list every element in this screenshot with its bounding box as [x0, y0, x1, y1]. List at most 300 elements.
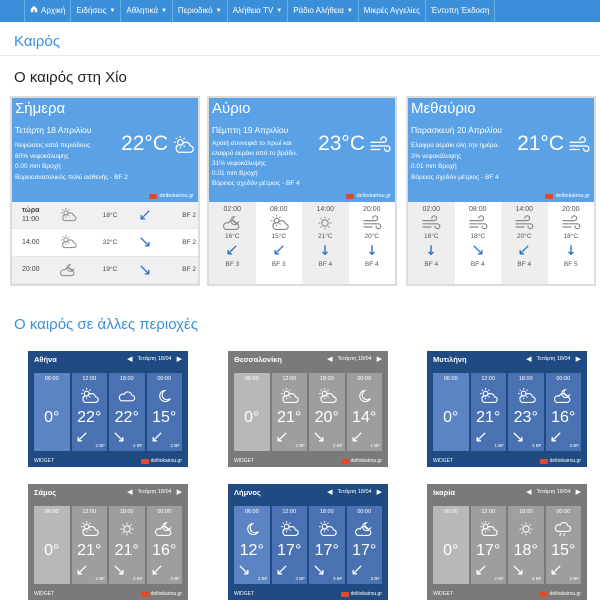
widget-hour: 06:00	[44, 376, 59, 382]
credit-text: deltiokairou.gr	[150, 591, 182, 597]
sun-cloud-icon	[478, 521, 498, 537]
row-bf: BF 2	[182, 238, 196, 246]
home-icon	[30, 0, 38, 22]
next-arrow-icon[interactable]: ▶	[376, 489, 382, 496]
prev-arrow-icon[interactable]: ◀	[327, 356, 333, 363]
widget-hour: 00:00	[556, 376, 571, 382]
row-time	[12, 238, 46, 247]
desc-line: 60% νεφοκάλυψης	[15, 152, 69, 160]
next-arrow-icon[interactable]: ▶	[376, 356, 382, 363]
chevron-down-icon: ▼	[160, 8, 167, 14]
credit-text: deltiokairou.gr	[555, 193, 590, 199]
credit-link[interactable]	[341, 458, 382, 464]
widget-date: Τετάρτη 18/04	[337, 489, 372, 495]
sun-cloud-icon	[317, 521, 337, 537]
widget-columns	[34, 373, 182, 451]
col-temp: 15°C	[271, 233, 287, 240]
deltiokairou-logo-icon	[141, 459, 149, 464]
col-time: 02:00	[223, 206, 242, 213]
col-temp: 20°C	[364, 233, 380, 240]
widget-label: WIDGET	[433, 458, 453, 464]
wind-arrow-icon	[276, 563, 288, 581]
widget-col	[309, 373, 345, 451]
desc-line: 3% νεφοκάλυψης	[411, 152, 462, 160]
widget-col	[109, 373, 145, 451]
wind-arrow-icon	[276, 430, 288, 448]
widget-hour: 18:00	[518, 376, 533, 382]
widget-col	[109, 506, 145, 584]
wind-arrow-icon	[238, 563, 250, 581]
credit-link[interactable]	[149, 193, 194, 199]
moon-icon	[354, 388, 374, 404]
forecast-date: Τετάρτη 18 Απριλίου	[15, 125, 92, 135]
nav-item-3[interactable]	[173, 0, 228, 22]
col-bf: BF 4	[470, 261, 485, 268]
wind-arrow-icon	[313, 563, 325, 581]
col-bf: BF 5	[563, 261, 578, 268]
credit-link[interactable]	[540, 458, 581, 464]
widget-col	[234, 506, 270, 584]
widget-temp: 21°	[277, 409, 302, 426]
widget-temp: 0°	[443, 542, 459, 559]
widget-bf: 3 BF	[257, 576, 268, 581]
hourly-cols	[209, 202, 395, 284]
widget-date: Τετάρτη 18/04	[137, 356, 172, 362]
widget-temp: 15°	[551, 542, 576, 559]
credit-text: deltiokairou.gr	[549, 458, 581, 464]
widget-hour: 06:00	[244, 509, 259, 515]
col-temp: 18°C	[470, 233, 486, 240]
sun-cloud-icon	[516, 388, 536, 404]
widget-bf: 3 BF	[370, 576, 380, 581]
forecast-card-dayafter	[406, 96, 596, 286]
deltiokairou-logo-icon	[346, 194, 354, 199]
widget-date: Τετάρτη 18/04	[536, 489, 571, 495]
deltiokairou-logo-icon	[149, 194, 157, 199]
widget-bf: 2 BF	[132, 443, 143, 448]
widget-col	[309, 506, 345, 584]
wind-arrow-icon	[130, 209, 160, 221]
row-time	[12, 265, 46, 274]
next-arrow-icon[interactable]: ▶	[176, 356, 182, 363]
widget-temp: 16°	[551, 409, 576, 426]
widget-temp: 0°	[244, 409, 260, 426]
col-bf: BF 4	[424, 261, 439, 268]
widget-bf: 3 BF	[531, 576, 542, 581]
widget-bf: 3 BF	[132, 576, 143, 581]
col-bf: BF 3	[225, 261, 240, 268]
widget-temp: 0°	[44, 409, 60, 426]
sun-cloud-icon	[279, 521, 299, 537]
deltiokairou-logo-icon	[341, 592, 349, 597]
sun-icon	[516, 521, 536, 537]
cloud-moon-icon	[154, 521, 174, 537]
sun-icon	[117, 521, 137, 537]
nav-item-5[interactable]	[288, 0, 359, 22]
forecast-date: Πέμπτη 19 Απριλίου	[212, 125, 289, 135]
desc-line: 0.01 mm Βροχή	[411, 163, 457, 170]
widget-bf: 1 BF	[370, 443, 380, 448]
nav-item-2[interactable]	[121, 0, 173, 22]
widget-temp: 12°	[239, 542, 264, 559]
wind-arrow-icon	[565, 244, 577, 258]
nav-item-6[interactable]	[359, 0, 426, 22]
widget-temp: 16°	[152, 542, 177, 559]
desc-line: Βορειοανατολικός πολύ ασθενής - BF 2	[15, 173, 128, 181]
hourly-col	[302, 202, 349, 284]
row-time-sub: 11:00	[22, 216, 39, 224]
widget-bf: 2 BF	[170, 576, 180, 581]
wind-arrow-icon	[273, 244, 285, 258]
widget-hour: 06:00	[443, 509, 458, 515]
credit-link[interactable]	[346, 193, 391, 199]
widget-temp: 14°	[352, 409, 377, 426]
credit-text: deltiokairou.gr	[356, 193, 391, 199]
widget-label: WIDGET	[34, 458, 54, 464]
sun-cloud-icon	[478, 388, 498, 404]
col-time: 02:00	[422, 206, 441, 213]
chevron-down-icon: ▼	[276, 8, 283, 14]
chevron-down-icon: ▼	[215, 8, 222, 14]
widget-hour: 06:00	[44, 509, 59, 515]
wind-icon	[514, 215, 534, 231]
credit-text: deltiokairou.gr	[549, 591, 581, 597]
widget-hour: 18:00	[119, 509, 134, 515]
weather-widget	[427, 484, 587, 600]
widget-col	[471, 506, 507, 584]
widget-hour: 18:00	[119, 376, 134, 382]
widget-col	[72, 506, 108, 584]
forecast-description	[411, 141, 521, 183]
widget-col	[347, 506, 383, 584]
section-title-chios: Ο καιρός στη Χίο	[14, 69, 127, 86]
credit-text: deltiokairou.gr	[350, 591, 382, 597]
wind-arrow-icon	[512, 430, 524, 448]
cloud-rain-icon	[553, 521, 573, 537]
widget-label: WIDGET	[234, 591, 254, 597]
wind-arrow-icon	[475, 563, 487, 581]
next-arrow-icon[interactable]: ▶	[575, 489, 581, 496]
sun-cloud-icon	[79, 388, 99, 404]
widget-city: Θεσσαλονίκη	[234, 355, 282, 364]
nav-label: Αθλητικά	[126, 6, 158, 15]
nav-label: Ράδιο Αλήθεια	[293, 6, 344, 15]
row-temp: 18°C	[102, 211, 118, 219]
widget-hour: 00:00	[357, 509, 372, 515]
desc-line: 31% νεφοκάλυψης	[212, 160, 266, 167]
sun-icon	[315, 215, 335, 231]
hourly-rows	[12, 202, 198, 284]
widget-col	[272, 506, 308, 584]
widget-col	[546, 506, 582, 584]
sun-cloud-icon	[172, 136, 194, 154]
widget-city: Ικαρία	[433, 488, 455, 497]
moon-icon	[154, 388, 174, 404]
widget-hour: 12:00	[282, 376, 297, 382]
nav-item-4[interactable]	[228, 0, 289, 22]
widget-hour: 00:00	[157, 376, 172, 382]
cloud-moon-icon	[354, 521, 374, 537]
widget-date-nav	[526, 355, 581, 363]
widget-col	[234, 373, 270, 451]
row-time-label: 14:00	[22, 238, 40, 246]
credit-link[interactable]	[141, 591, 182, 597]
nav-label: Μικρές Αγγελίες	[363, 6, 420, 15]
wind-arrow-icon	[76, 563, 88, 581]
wind-arrow-icon	[113, 563, 125, 581]
nav-label: Ειδήσεις	[76, 6, 107, 15]
moon-icon	[242, 521, 262, 537]
wind-icon	[362, 215, 382, 231]
widget-hour: 00:00	[157, 509, 172, 515]
widget-col	[34, 506, 70, 584]
wind-arrow-icon	[130, 264, 160, 276]
forecast-card-header	[12, 98, 198, 202]
weather-widget	[228, 484, 388, 600]
credit-text: deltiokairou.gr	[159, 193, 194, 199]
sun-cloud-icon	[269, 215, 289, 231]
wind-arrow-icon	[313, 430, 325, 448]
widget-temp: 21°	[114, 542, 139, 559]
chevron-down-icon: ▼	[109, 8, 116, 14]
col-time: 14:00	[515, 206, 534, 213]
main-nav	[0, 0, 600, 22]
prev-arrow-icon[interactable]: ◀	[327, 489, 333, 496]
forecast-card-header	[209, 98, 395, 202]
hourly-col	[256, 202, 303, 284]
forecast-card-header	[408, 98, 594, 202]
wind-arrow-icon	[151, 563, 163, 581]
col-time: 14:00	[316, 206, 335, 213]
widget-bf: 2 BF	[95, 443, 105, 448]
cloud-moon-icon	[553, 388, 573, 404]
widget-col	[147, 373, 183, 451]
widget-date: Τετάρτη 18/04	[137, 489, 172, 495]
widget-col	[147, 506, 183, 584]
forecast-day: Μεθαύριο	[411, 100, 476, 117]
wind-arrow-icon	[319, 244, 331, 258]
widget-temp: 0°	[443, 409, 459, 426]
forecast-temp: 21°C	[517, 132, 564, 155]
wind-arrow-icon	[151, 430, 163, 448]
widget-hour: 12:00	[481, 509, 496, 515]
widget-temp: 18°	[513, 542, 538, 559]
next-arrow-icon[interactable]: ▶	[176, 489, 182, 496]
col-bf: BF 4	[517, 261, 532, 268]
sun-cloud-icon	[79, 521, 99, 537]
wind-arrow-icon	[226, 244, 238, 258]
hourly-col	[349, 202, 396, 284]
widget-col	[272, 373, 308, 451]
credit-link[interactable]	[545, 193, 590, 199]
widget-hour: 12:00	[481, 376, 496, 382]
desc-line: Ελαφρύ αεράκι όλη την ημέρα.	[411, 142, 500, 149]
widget-col	[347, 373, 383, 451]
prev-arrow-icon[interactable]: ◀	[127, 356, 133, 363]
widget-col	[433, 506, 469, 584]
widget-temp: 0°	[44, 542, 60, 559]
widget-bf: 2 BF	[170, 443, 180, 448]
row-temp: 22°C	[102, 238, 118, 246]
wind-arrow-icon	[512, 563, 524, 581]
forecast-card-tomorrow	[207, 96, 397, 286]
col-bf: BF 4	[318, 261, 333, 268]
widget-col	[508, 506, 544, 584]
row-time-label: τώρα	[22, 207, 40, 215]
hourly-row	[12, 202, 198, 229]
prev-arrow-icon[interactable]: ◀	[127, 489, 133, 496]
cloud-moon-icon	[46, 263, 90, 277]
nav-label: Έντυπη Έκδοση	[430, 6, 490, 15]
wind-icon	[468, 215, 488, 231]
widget-columns	[34, 506, 182, 584]
wind-arrow-icon	[351, 563, 363, 581]
widget-columns	[234, 373, 382, 451]
wind-arrow-icon	[550, 430, 562, 448]
widget-city: Μυτιλήνη	[433, 355, 467, 364]
prev-arrow-icon[interactable]: ◀	[526, 356, 532, 363]
forecast-card-today	[10, 96, 200, 286]
widget-columns	[433, 373, 581, 451]
widget-columns	[234, 506, 382, 584]
widget-bf: 1 BF	[494, 443, 504, 448]
widget-col	[508, 373, 544, 451]
forecast-description	[15, 141, 128, 183]
forecast-temp: 22°C	[121, 132, 168, 155]
nav-item-1[interactable]	[71, 0, 121, 22]
col-time: 08:00	[269, 206, 288, 213]
widget-temp: 17°	[352, 542, 377, 559]
col-temp: 21°C	[317, 233, 333, 240]
wind-arrow-icon	[366, 244, 378, 258]
widget-bf: 2 BF	[332, 443, 343, 448]
widget-bf: 3 BF	[332, 576, 343, 581]
wind-arrow-icon	[425, 244, 437, 258]
wind-arrow-icon	[518, 244, 530, 258]
chevron-down-icon: ▼	[346, 8, 353, 14]
col-time: 08:00	[468, 206, 487, 213]
hourly-col	[501, 202, 548, 284]
desc-line: Βόρειος σχεδόν μέτριος - BF 4	[411, 173, 499, 181]
widget-temp: 15°	[152, 409, 177, 426]
widget-bf: 3 BF	[531, 443, 542, 448]
widget-hour: 12:00	[82, 376, 97, 382]
widget-label: WIDGET	[234, 458, 254, 464]
weather-widget	[427, 351, 587, 467]
desc-line: Βόρειος σχεδόν μέτριος - BF 4	[212, 180, 300, 187]
wind-icon	[421, 215, 441, 231]
page-title: Καιρός	[14, 33, 60, 50]
weather-widget	[28, 351, 188, 467]
forecast-description	[212, 139, 322, 189]
row-bf: BF 2	[182, 211, 196, 219]
widget-hour: 12:00	[282, 509, 297, 515]
hourly-col	[408, 202, 455, 284]
desc-line: Αραιή συννεφιά το πρωί και	[212, 140, 292, 147]
widget-date-nav	[127, 488, 182, 496]
deltiokairou-logo-icon	[545, 194, 553, 199]
sun-cloud-icon	[46, 235, 90, 249]
credit-link[interactable]	[341, 591, 382, 597]
widget-bf: 2 BF	[95, 576, 105, 581]
widget-date-nav	[327, 488, 382, 496]
widget-label: WIDGET	[433, 591, 453, 597]
wind-arrow-icon	[550, 563, 562, 581]
widget-temp: 20°	[314, 409, 339, 426]
widget-temp: 17°	[476, 542, 501, 559]
widget-date: Τετάρτη 18/04	[536, 356, 571, 362]
widget-bf: 2 BF	[569, 576, 579, 581]
hourly-cols	[408, 202, 594, 284]
widget-temp: 17°	[277, 542, 302, 559]
widget-hour: 00:00	[556, 509, 571, 515]
section-title-other-regions: Ο καιρός σε άλλες περιοχές	[14, 316, 198, 333]
nav-item-7[interactable]	[426, 0, 495, 22]
sun-cloud-icon	[46, 208, 90, 222]
desc-line: Νεφώσεις κατά περιόδους	[15, 142, 91, 149]
widget-date-nav	[327, 355, 382, 363]
wind-arrow-icon	[472, 244, 484, 258]
widget-col	[471, 373, 507, 451]
next-arrow-icon[interactable]: ▶	[575, 356, 581, 363]
hourly-col	[455, 202, 502, 284]
cloud-moon-icon	[222, 215, 242, 231]
widget-city: Λήμνος	[234, 488, 261, 497]
nav-item-0[interactable]	[24, 0, 71, 22]
widget-temp: 17°	[314, 542, 339, 559]
prev-arrow-icon[interactable]: ◀	[526, 489, 532, 496]
widget-col	[433, 373, 469, 451]
credit-link[interactable]	[141, 458, 182, 464]
weather-widget	[28, 484, 188, 600]
hourly-row	[12, 229, 198, 256]
widget-columns	[433, 506, 581, 584]
widget-hour: 00:00	[357, 376, 372, 382]
widget-date: Τετάρτη 18/04	[337, 356, 372, 362]
sun-cloud-icon	[279, 388, 299, 404]
forecast-date: Παρασκευή 20 Απριλίου	[411, 125, 502, 135]
weather-widget	[228, 351, 388, 467]
widget-col	[34, 373, 70, 451]
cloud-icon	[117, 388, 137, 404]
row-time	[12, 206, 46, 224]
forecast-day: Σήμερα	[15, 100, 66, 117]
wind-arrow-icon	[113, 430, 125, 448]
col-temp: 18°C	[563, 233, 579, 240]
widget-temp: 22°	[77, 409, 102, 426]
widget-temp: 22°	[114, 409, 139, 426]
wind-arrow-icon	[475, 430, 487, 448]
col-time: 20:00	[561, 206, 580, 213]
widget-date-nav	[127, 355, 182, 363]
desc-line: 0.00 mm Βροχή	[15, 163, 61, 170]
widget-hour: 06:00	[443, 376, 458, 382]
wind-arrow-icon	[130, 236, 160, 248]
nav-label: Αρχική	[41, 6, 66, 15]
widget-bf: 4 BF	[295, 576, 305, 581]
sun-cloud-icon	[317, 388, 337, 404]
credit-link[interactable]	[540, 591, 581, 597]
wind-icon	[568, 136, 590, 154]
widget-city: Σάμος	[34, 488, 57, 497]
row-bf: BF 2	[182, 266, 196, 274]
wind-icon	[369, 136, 391, 154]
widget-hour: 18:00	[518, 509, 533, 515]
widget-date-nav	[526, 488, 581, 496]
widget-city: Αθήνα	[34, 355, 57, 364]
nav-label: Αλήθεια TV	[232, 6, 274, 15]
col-temp: 16°C	[423, 233, 439, 240]
